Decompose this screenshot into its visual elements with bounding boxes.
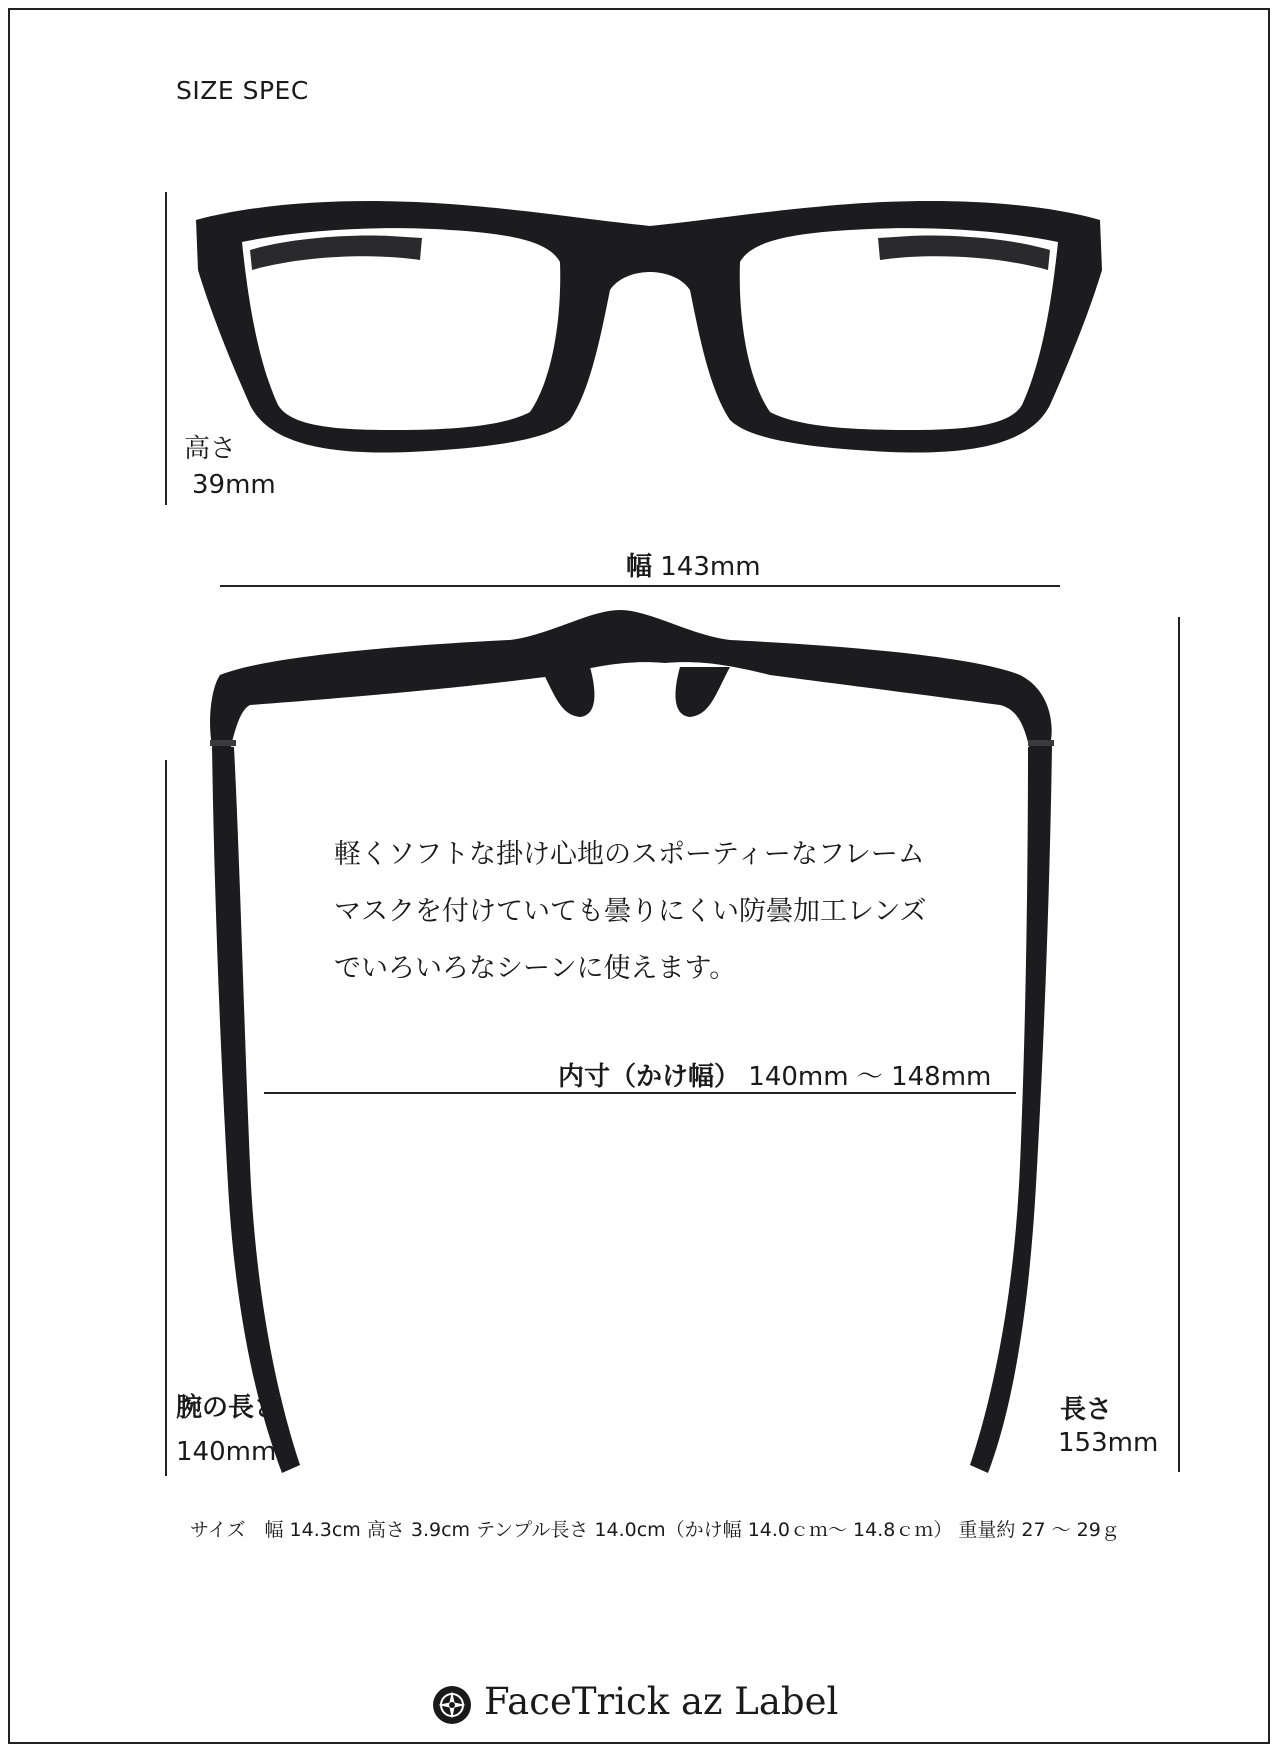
inner-label: 内寸（かけ幅） (558, 1062, 741, 1092)
description-line: マスクを付けていても曇りにくい防曇加工レンズ (334, 896, 927, 927)
width-label: 幅 (626, 552, 653, 582)
brand-logo-icon (432, 1685, 472, 1725)
length-value: 153mm (1058, 1428, 1159, 1458)
size-spec-title: SIZE SPEC (176, 76, 309, 105)
inner-dimension-text (558, 1056, 991, 1093)
height-value: 39mm (192, 470, 276, 500)
size-summary: サイズ 幅 14.3cm 高さ 3.9cm テンプル長さ 14.0cm（かけ幅 14.0ｃｍ〜 14.8ｃｍ） 重量約 27 〜 29ｇ (190, 1519, 1120, 1541)
description-line: 軽くソフトな掛け心地のスポーティーなフレーム (334, 839, 925, 870)
temple-label: 腕の長さ (176, 1393, 281, 1423)
brand-name: FaceTrick az Label (484, 1680, 839, 1723)
height-label: 高さ (184, 434, 237, 464)
temple-dimension-line (165, 760, 167, 1476)
width-value: 143mm (660, 552, 761, 582)
inner-value: 140mm 〜 148mm (748, 1062, 992, 1092)
length-dimension-line (1178, 617, 1180, 1472)
width-dimension-line (220, 585, 1060, 587)
glasses-front-image (190, 190, 1110, 470)
inner-dimension-line (264, 1092, 1016, 1094)
temple-value: 140mm (176, 1437, 277, 1467)
glasses-top-image (210, 605, 1070, 1475)
length-label: 長さ (1060, 1395, 1113, 1425)
product-description (334, 826, 974, 997)
width-dimension-text (626, 546, 761, 583)
height-dimension-line (165, 192, 167, 505)
description-line: でいろいろなシーンに使えます。 (334, 953, 737, 984)
